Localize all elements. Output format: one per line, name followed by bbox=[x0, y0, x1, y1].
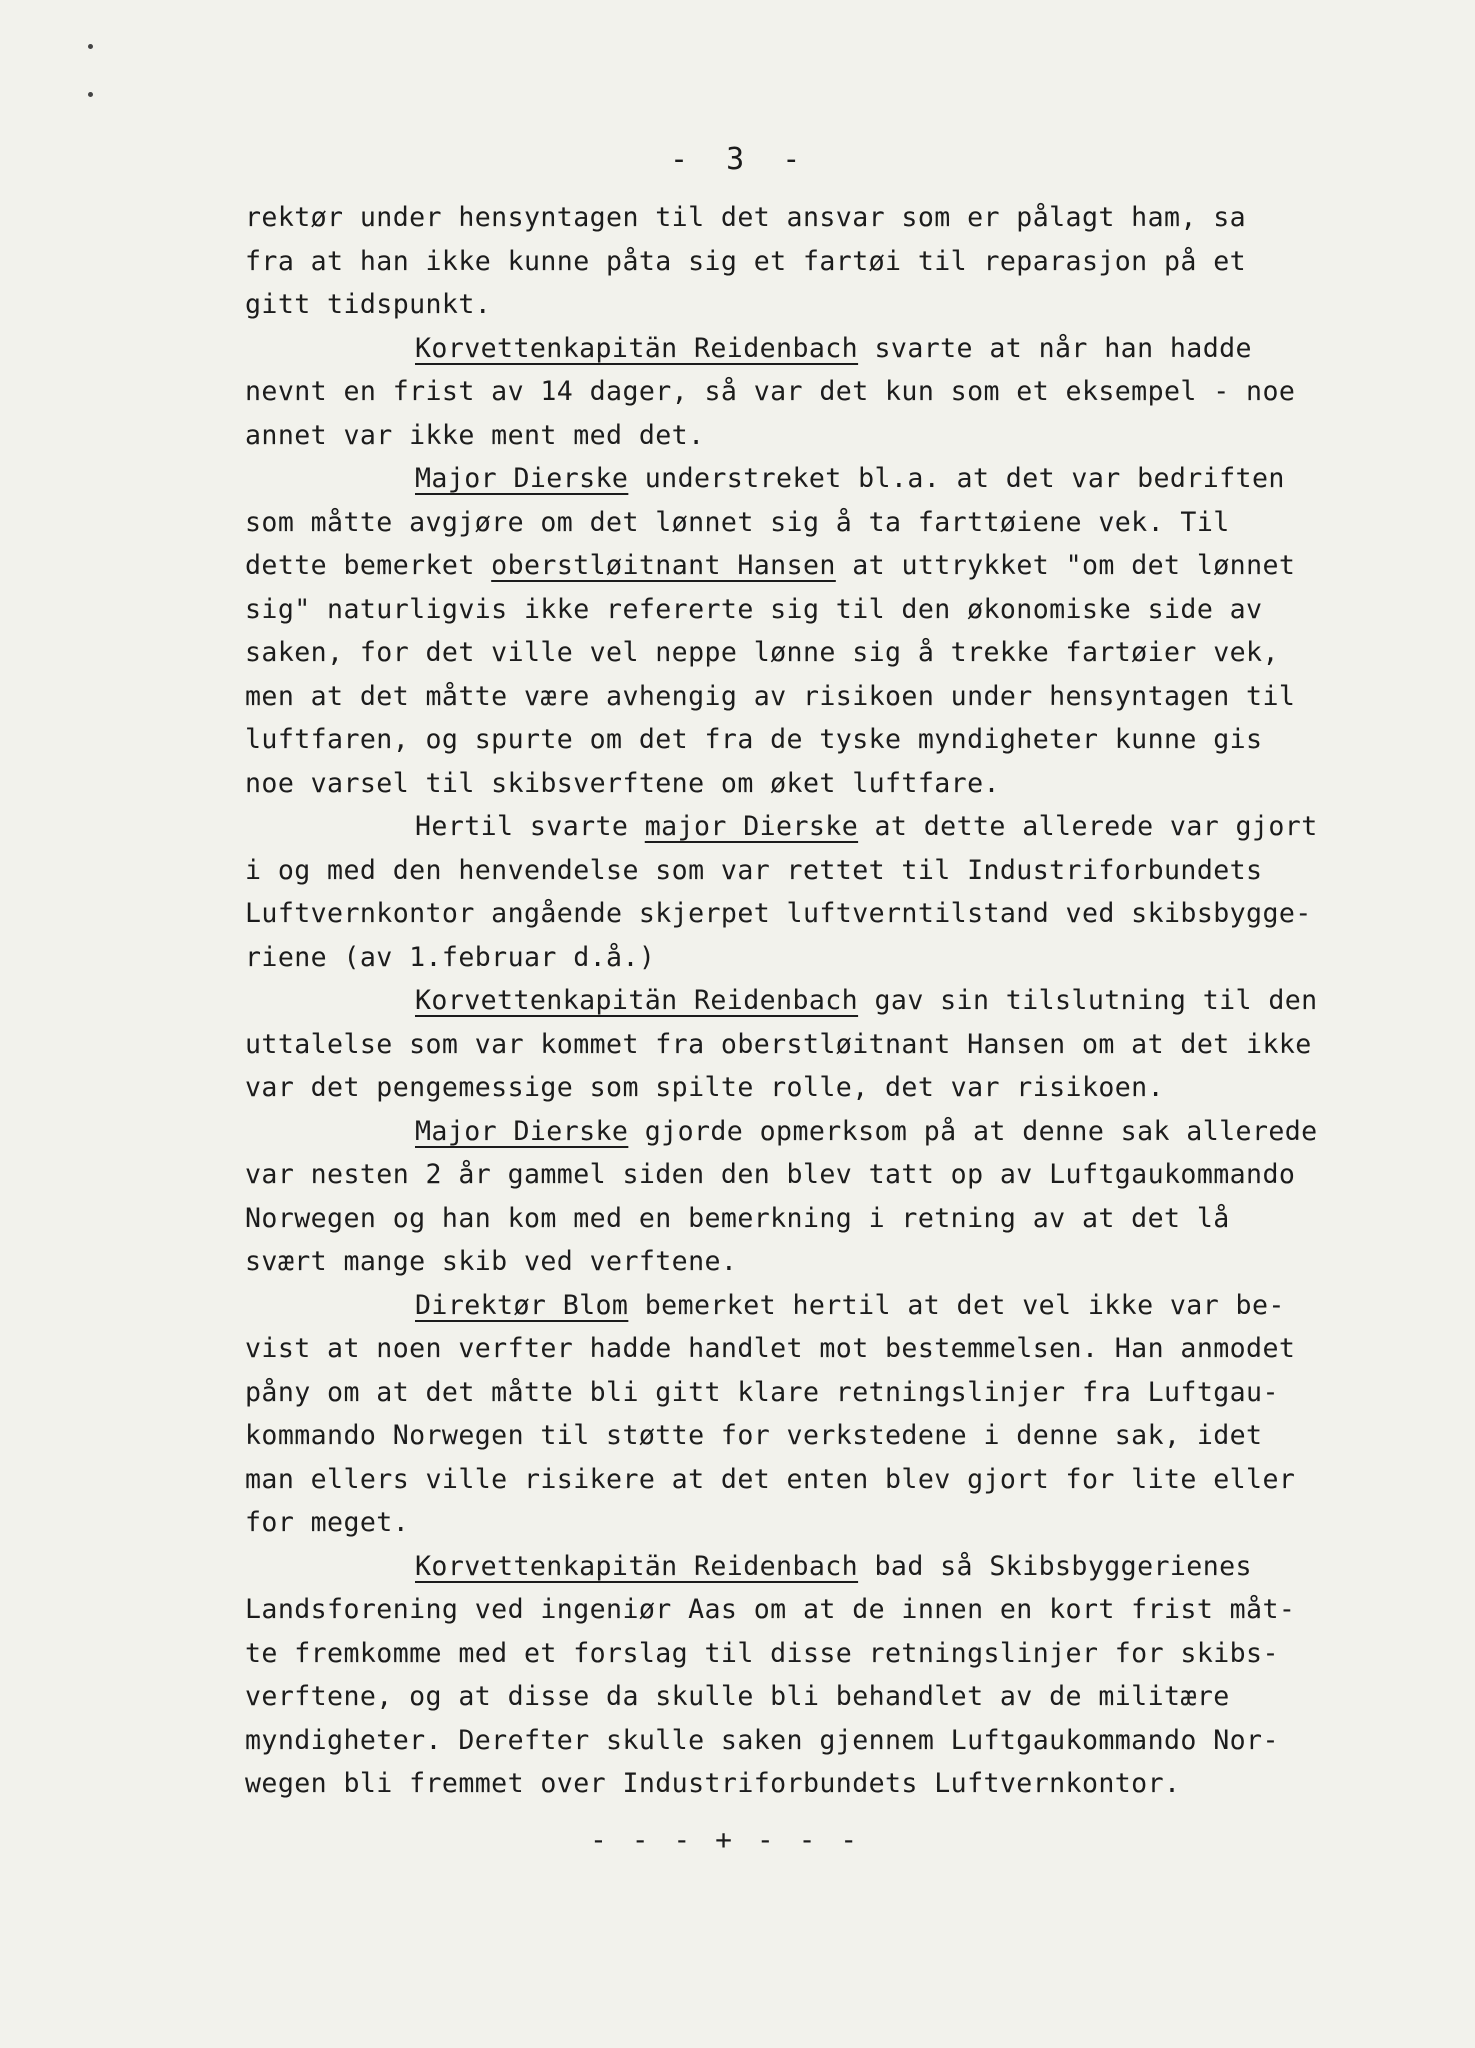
text-line bbox=[245, 414, 1375, 458]
text-span: var nesten 2 år gammel siden den blev tatt op av Luftgaukommando bbox=[245, 1159, 1296, 1190]
text-line bbox=[245, 1110, 1375, 1154]
speaker-name: Major Dierske bbox=[415, 1115, 629, 1147]
text-line bbox=[245, 762, 1375, 806]
text-span: wegen bli fremmet over Industriforbundets Luftvernkontor. bbox=[245, 1768, 1181, 1799]
text-span: te fremkomme med et forslag til disse retningslinjer for skibs- bbox=[245, 1637, 1279, 1669]
speaker-name: Major Dierske bbox=[415, 463, 629, 494]
text-line bbox=[245, 1588, 1375, 1632]
text-span: verftene, og at disse da skulle bli behandlet av de militære bbox=[245, 1681, 1230, 1712]
text-line bbox=[245, 1675, 1375, 1719]
speaker-name: major Dierske bbox=[644, 811, 859, 842]
speaker-name: Korvettenkapitän Reidenbach bbox=[415, 332, 859, 364]
text-span: svært mange skib ved verftene. bbox=[245, 1246, 738, 1277]
speaker-name: Korvettenkapitän Reidenbach bbox=[415, 985, 859, 1016]
speaker-name: oberstløitnant Hansen bbox=[491, 550, 836, 581]
text-line bbox=[245, 718, 1375, 762]
text-span: dette bemerket bbox=[245, 550, 492, 581]
text-span: saken, for det ville vel neppe lønne sig å trekke fartøier vek, bbox=[245, 637, 1279, 668]
text-line bbox=[245, 936, 1375, 980]
text-line bbox=[245, 979, 1375, 1023]
text-span: for meget. bbox=[245, 1507, 410, 1538]
text-line bbox=[245, 849, 1375, 893]
text-span: at dette allerede var gjort bbox=[858, 811, 1318, 842]
text-span: kommando Norwegen til støtte for verkstedene i denne sak, idet bbox=[245, 1420, 1263, 1451]
text-line bbox=[245, 1023, 1375, 1067]
text-line bbox=[245, 1197, 1375, 1241]
text-line bbox=[245, 1327, 1375, 1371]
text-span: gjorde opmerksom på at denne sak allerede bbox=[628, 1115, 1318, 1147]
end-mark: - - - + - - - bbox=[590, 1823, 862, 1856]
text-line bbox=[245, 1458, 1375, 1502]
text-span: noe varsel til skibsverftene om øket luftfare. bbox=[245, 767, 1000, 799]
text-span: som måtte avgjøre om det lønnet sig å ta farttøiene vek. Til bbox=[245, 506, 1230, 538]
text-span: luftfaren, og spurte om det fra de tyske myndigheter kunne gis bbox=[245, 724, 1263, 755]
text-line bbox=[245, 1719, 1375, 1763]
text-span: fra at han ikke kunne påta sig et fartøi til reparasjon på et bbox=[245, 245, 1247, 277]
text-line bbox=[245, 1066, 1375, 1110]
text-line bbox=[245, 1545, 1375, 1589]
text-line bbox=[245, 240, 1375, 284]
text-line bbox=[245, 1284, 1375, 1328]
text-line bbox=[245, 1240, 1375, 1284]
text-span: sig" naturligvis ikke refererte sig til den økonomiske side av bbox=[245, 593, 1263, 625]
text-span: bad så Skibsbyggerienes bbox=[858, 1550, 1252, 1582]
text-line bbox=[245, 544, 1375, 588]
text-span: gitt tidspunkt. bbox=[245, 289, 492, 320]
text-line bbox=[245, 892, 1375, 936]
text-span: Luftvernkontor angående skjerpet luftverntilstand ved skibsbygge- bbox=[245, 898, 1312, 929]
text-line bbox=[245, 1414, 1375, 1458]
text-line bbox=[245, 457, 1375, 501]
speaker-name: Korvettenkapitän Reidenbach bbox=[415, 1550, 859, 1582]
text-line bbox=[245, 588, 1375, 632]
text-line bbox=[245, 1371, 1375, 1415]
text-span: bemerket hertil at det vel ikke var be- bbox=[628, 1289, 1285, 1321]
text-line bbox=[245, 1632, 1375, 1676]
text-line bbox=[245, 805, 1375, 849]
text-line bbox=[245, 327, 1375, 371]
text-span: påny om at det måtte bli gitt klare retningslinjer fra Luftgau- bbox=[245, 1376, 1279, 1408]
punch-mark bbox=[88, 92, 93, 97]
text-line bbox=[245, 1501, 1375, 1545]
text-span: vist at noen verfter hadde handlet mot bestemmelsen. Han anmodet bbox=[245, 1333, 1296, 1364]
text-line bbox=[245, 631, 1375, 675]
text-span: annet var ikke ment med det. bbox=[245, 419, 705, 451]
text-span: gav sin tilslutning til den bbox=[858, 985, 1318, 1016]
text-span: uttalelse som var kommet fra oberstløitnant Hansen om at det ikke bbox=[245, 1028, 1312, 1060]
speaker-name: Direktør Blom bbox=[415, 1289, 629, 1321]
text-span: Landsforening ved ingeniør Aas om at de innen en kort frist måt- bbox=[245, 1594, 1296, 1625]
text-span: svarte at når han hadde bbox=[858, 332, 1252, 364]
text-line bbox=[245, 196, 1375, 240]
text-span: Norwegen og han kom med en bemerkning i retning av at det lå bbox=[245, 1202, 1230, 1234]
text-span: myndigheter. Derefter skulle saken gjennem Luftgaukommando Nor- bbox=[245, 1724, 1279, 1756]
punch-mark bbox=[88, 44, 93, 49]
text-span: var det pengemessige som spilte rolle, det var risikoen. bbox=[245, 1072, 1165, 1103]
text-span: rektør under hensyntagen til det ansvar som er pålagt ham, sa bbox=[245, 202, 1247, 233]
text-line bbox=[245, 370, 1375, 414]
text-line bbox=[245, 501, 1375, 545]
text-line bbox=[245, 1762, 1375, 1806]
text-span: men at det måtte være avhengig av risikoen under hensyntagen til bbox=[245, 680, 1296, 712]
text-span: i og med den henvendelse som var rettet til Industriforbundets bbox=[245, 854, 1263, 886]
text-span: understreket bl.a. at det var bedriften bbox=[628, 463, 1285, 494]
text-span: man ellers ville risikere at det enten blev gjort for lite eller bbox=[245, 1463, 1296, 1495]
text-span: nevnt en frist av 14 dager, så var det kun som et eksempel - noe bbox=[245, 376, 1296, 407]
text-line bbox=[245, 1153, 1375, 1197]
text-line bbox=[245, 283, 1375, 327]
text-span: Hertil svarte bbox=[415, 811, 645, 842]
text-line bbox=[245, 675, 1375, 719]
text-span: riene (av 1.februar d.å.) bbox=[245, 941, 656, 973]
text-span: at uttrykket "om det lønnet bbox=[835, 550, 1296, 581]
document-body bbox=[245, 196, 1375, 1806]
page-number: - 3 - bbox=[670, 142, 811, 177]
